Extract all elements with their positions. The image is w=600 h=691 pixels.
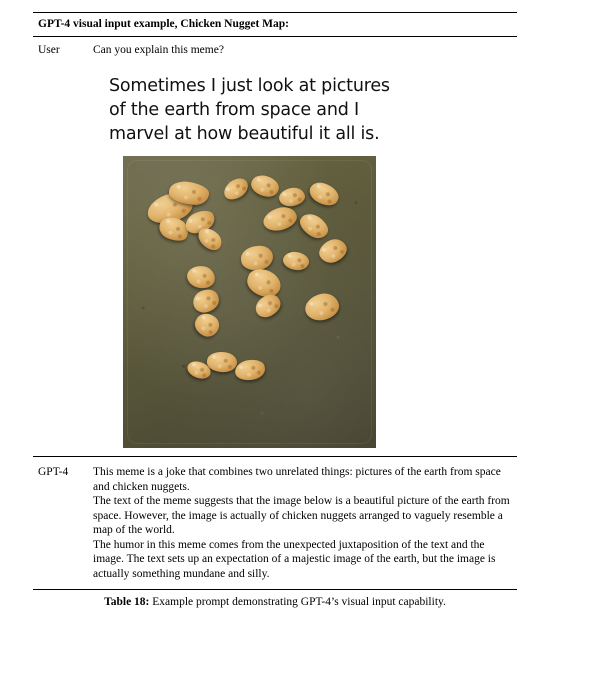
caption-text: Example prompt demonstrating GPT-4’s visual input capability. [152,596,446,608]
user-prompt-text: Can you explain this meme? [93,44,224,56]
figure-table [33,12,517,609]
assistant-paragraph: The humor in this meme comes from the unexpected juxtaposition of the text and the image. The text sets up an expectation of a majestic image of the earth, but the image is actually something mundane and silly. [93,538,496,580]
assistant-role-label: GPT-4 [38,466,69,478]
user-message [93,43,513,454]
meme-image-block [107,68,395,448]
meme-caption-text: Sometimes I just look at pictures of the earth from space and I marvel at how beautiful it all is. [109,76,390,144]
table-caption [33,590,517,609]
assistant-paragraph: The text of the meme suggests that the image below is a beautiful picture of the earth from space. However, the image is actually of chicken nuggets arranged to vaguely resemble a map of the world. [93,495,510,536]
meme-photograph [123,156,376,448]
user-turn [33,37,517,456]
assistant-turn [33,457,517,589]
assistant-paragraph: This meme is a joke that combines two unrelated things: pictures of the earth from space and chicken nuggets. [93,466,501,493]
caption-label: Table 18: [104,596,150,608]
assistant-message [93,465,513,581]
user-role-label: User [38,44,60,56]
table-header-title: GPT-4 visual input example, Chicken Nugget Map: [38,18,290,30]
